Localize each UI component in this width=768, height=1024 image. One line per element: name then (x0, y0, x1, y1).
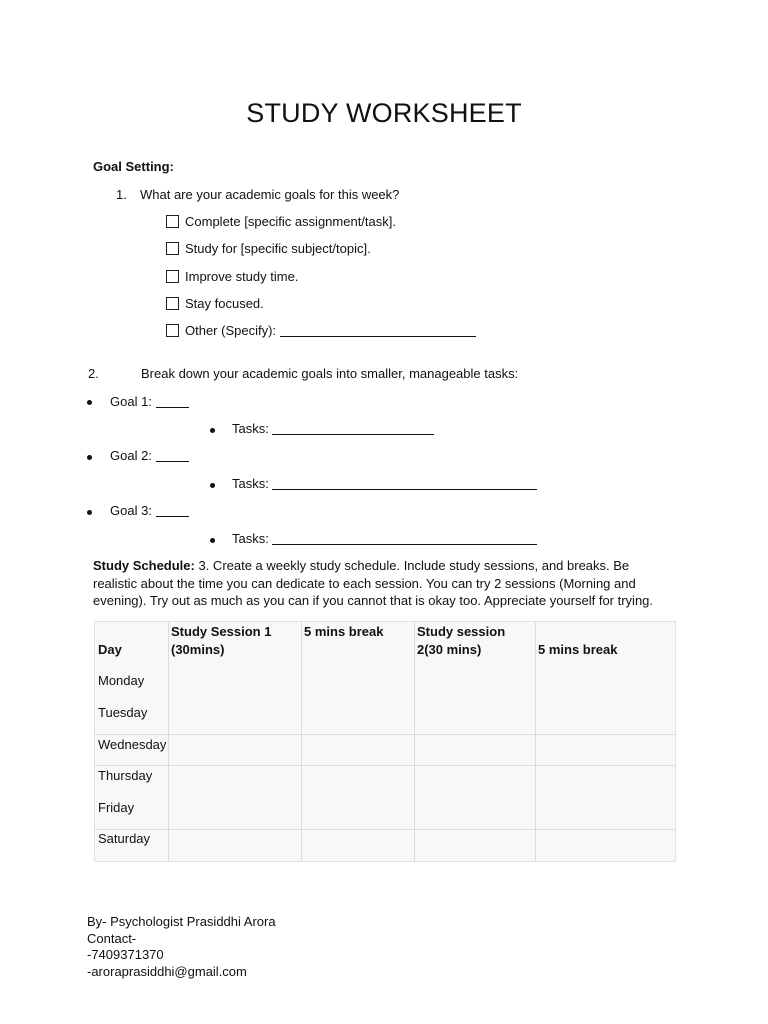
option-label: Complete [specific assignment/task]. (185, 214, 396, 229)
tasks-label: Tasks: (232, 421, 273, 436)
question-1-text: What are your academic goals for this week? (140, 187, 400, 202)
option-row-focused (166, 296, 264, 311)
other-specify-blank[interactable] (280, 324, 476, 337)
day-monday: Monday (98, 673, 145, 688)
checkbox-improve[interactable] (166, 270, 179, 283)
goal-1-row (110, 394, 189, 409)
goal-2-row (110, 448, 189, 463)
bullet-icon (87, 510, 92, 515)
bullet-icon (210, 483, 215, 488)
checkbox-other[interactable] (166, 324, 179, 337)
goal-2-blank[interactable] (156, 449, 189, 462)
footer-email: -aroraprasiddhi@gmail.com (87, 964, 247, 979)
day-tuesday: Tuesday (98, 705, 148, 720)
option-label: Study for [specific subject/topic]. (185, 241, 371, 256)
goal-1-tasks-row (232, 421, 434, 436)
goal-3-label: Goal 3: (110, 503, 156, 518)
page-title: STUDY WORKSHEET (246, 98, 522, 128)
option-label: Stay focused. (185, 296, 264, 311)
question-2-text: Break down your academic goals into smaller, manageable tasks: (141, 366, 519, 381)
option-row-study (166, 241, 371, 256)
goal-3-blank[interactable] (156, 504, 189, 517)
question-2-number: 2. (88, 366, 99, 381)
checkbox-complete[interactable] (166, 215, 179, 228)
question-1-number: 1. (116, 187, 127, 202)
bullet-icon (210, 538, 215, 543)
tasks-label: Tasks: (232, 531, 273, 546)
header-break-1: 5 mins break (304, 624, 384, 639)
footer-phone: -7409371370 (87, 947, 164, 962)
day-saturday: Saturday (98, 831, 151, 846)
bullet-icon (210, 428, 215, 433)
header-break-2: 5 mins break (538, 642, 618, 657)
option-row-other (166, 323, 476, 338)
goal-1-tasks-blank[interactable] (272, 422, 434, 435)
goal-3-tasks-row (232, 531, 537, 546)
goal-2-tasks-blank[interactable] (272, 477, 537, 490)
day-thursday: Thursday (98, 768, 153, 783)
bullet-icon (87, 400, 92, 405)
study-schedule-text: 3. Create a weekly study schedule. Include study sessions, and breaks. Be realistic about the time you can dedicate to each session. You can try 2 sessions (Morning and evening). Try out as much as you can if you cannot that is okay too. Appreciate yourself for trying. (93, 558, 654, 608)
checkbox-focused[interactable] (166, 297, 179, 310)
goal-2-label: Goal 2: (110, 448, 156, 463)
checkbox-study[interactable] (166, 242, 179, 255)
day-wednesday: Wednesday (98, 737, 167, 752)
footer-author: By- Psychologist Prasiddhi Arora (87, 914, 276, 929)
goal-3-row (110, 503, 189, 518)
goal-3-tasks-blank[interactable] (272, 532, 537, 545)
day-friday: Friday (98, 800, 135, 815)
goal-2-tasks-row (232, 476, 537, 491)
header-session-1: Study Session 1 (30mins) (171, 624, 272, 657)
header-session-2: Study session 2(30 mins) (417, 624, 506, 657)
header-day: Day (98, 642, 122, 657)
goal-1-label: Goal 1: (110, 394, 156, 409)
bullet-icon (87, 455, 92, 460)
study-schedule-paragraph (93, 557, 673, 610)
goal-setting-heading: Goal Setting: (93, 159, 174, 174)
option-row-complete (166, 214, 396, 229)
option-label: Other (Specify): (185, 323, 280, 338)
tasks-label: Tasks: (232, 476, 273, 491)
option-label: Improve study time. (185, 269, 299, 284)
goal-1-blank[interactable] (156, 395, 189, 408)
schedule-table (94, 621, 676, 862)
footer-contact-label: Contact- (87, 931, 137, 946)
option-row-improve (166, 269, 298, 284)
study-schedule-heading: Study Schedule: (93, 558, 195, 573)
